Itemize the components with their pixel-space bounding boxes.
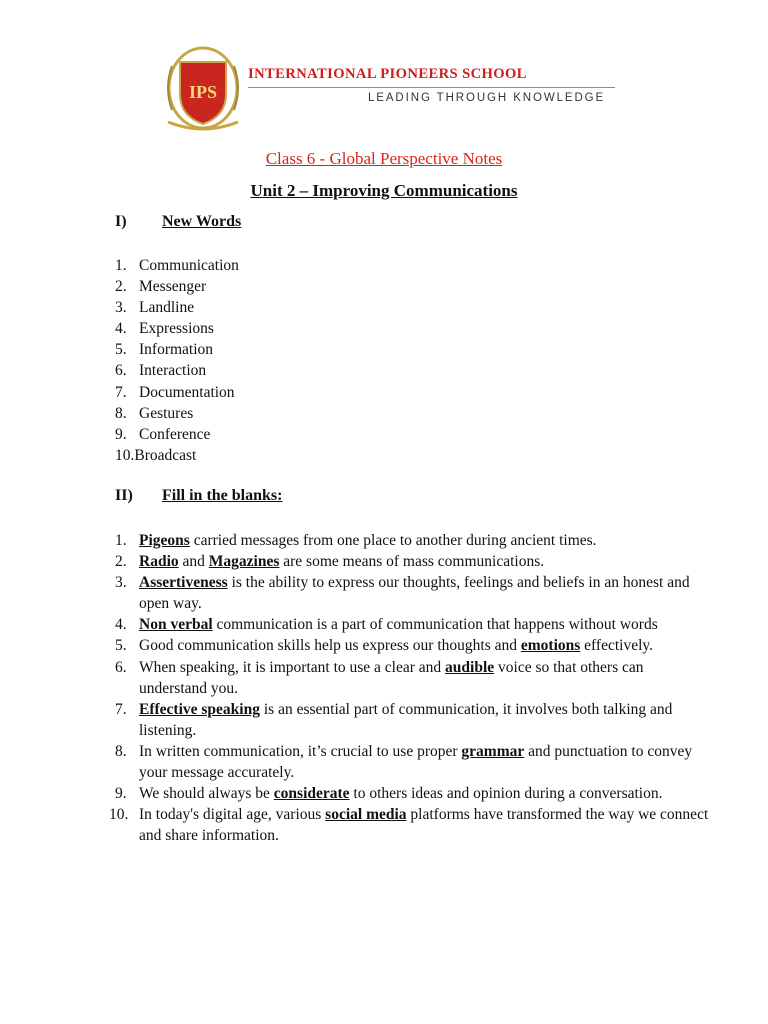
list-item [115,360,239,381]
item-text: are some means of mass communications. [279,553,545,571]
answer-word: emotions [520,637,581,655]
item-text: We should always be [139,785,274,803]
item-text: and [178,553,209,571]
item-number: 2. [115,553,127,571]
item-text: platforms have transformed the way we connect and share information. [139,806,709,845]
item-number: 1. [115,532,127,549]
list-item [115,255,239,276]
list-item [115,572,715,614]
item-number: 5. [115,637,127,655]
item-number: 2. [115,278,127,296]
item-number: 8. [115,404,127,422]
list-item [115,783,715,804]
fill-blanks-list [109,530,715,846]
section-number: I) [115,213,127,230]
section-number: II) [115,487,133,504]
list-item [115,530,715,551]
answer-word: Assertiveness [139,574,228,592]
answer-word: Magazines [208,553,280,571]
list-item [115,276,239,297]
item-number: 4. [115,320,127,338]
item-number: 3. [115,299,127,317]
item-text: communication is a part of communication that happens without words [212,616,658,634]
section-fill-blanks-heading [115,487,282,505]
item-text: Information [139,341,214,359]
item-text: Good communication skills help us express our thoughts and [139,637,521,655]
item-text: In written communication, it’s crucial to use proper [139,742,462,760]
new-words-list [115,255,239,466]
item-number: 8. [115,742,127,760]
item-number: 7. [115,383,127,401]
item-number: 6. [115,362,127,380]
item-text: carried messages from one place to another during ancient times. [189,532,597,549]
answer-word: Effective speaking [139,700,260,718]
item-text: Landline [139,299,195,317]
item-number: 9. [115,785,127,803]
item-number: 9. [115,425,127,443]
item-number: 5. [115,341,127,359]
list-item [115,318,239,339]
school-name: INTERNATIONAL PIONEERS SCHOOL [248,66,527,82]
item-text: Interaction [139,362,207,380]
item-number: 6. [115,658,127,676]
school-crest-logo [158,44,248,132]
crest-letters: IPS [188,82,218,102]
unit-heading: Unit 2 – Improving Communications [250,181,518,200]
school-tagline: LEADING THROUGH KNOWLEDGE [368,92,606,104]
item-text: voice so that others can understand you. [139,658,644,697]
page-header [0,0,768,140]
item-text: Expressions [139,320,214,338]
item-text: In today's digital age, various [139,806,326,824]
item-number: 1. [115,257,127,274]
list-item [109,804,715,846]
item-text: effectively. [580,637,654,655]
item-number: 10. [115,446,135,464]
answer-word: social media [325,806,407,824]
item-number: 3. [115,574,127,592]
answer-word: grammar [461,742,525,760]
page-title: Class 6 - Global Perspective Notes [265,149,503,168]
list-item [115,657,715,699]
section-label: New Words [162,213,242,230]
answer-word: considerate [273,785,350,803]
answer-word: Pigeons [139,532,190,549]
item-text: is an essential part of communication, it involves both talking and listening. [139,700,673,739]
item-text: Messenger [139,278,207,296]
answer-word: Radio [139,553,179,571]
item-text: is the ability to express our thoughts, feelings and beliefs in an honest and open way. [139,574,690,613]
list-item [115,403,239,424]
item-number: 7. [115,700,127,718]
item-text: Gestures [139,404,194,422]
item-text: When speaking, it is important to use a clear and [139,658,446,676]
list-item [115,445,239,466]
section-new-words-heading [115,213,241,231]
item-number: 10. [109,806,129,824]
item-text: to others ideas and opinion during a conversation. [349,785,663,803]
item-text: and punctuation to convey your message accurately. [139,742,693,782]
item-number: 4. [115,616,127,634]
list-item [115,614,715,635]
answer-word: audible [445,658,495,676]
item-text: Broadcast [134,446,197,464]
item-text: Documentation [139,383,235,401]
list-item [115,339,239,360]
list-item [115,551,715,572]
list-item [115,297,239,318]
list-item [115,382,239,403]
list-item [115,741,715,783]
item-text: Conference [139,425,211,443]
list-item [115,635,715,656]
answer-word: Non verbal [139,616,213,634]
list-item [115,424,239,445]
header-divider [248,87,615,88]
item-text: Communication [139,257,239,274]
list-item [115,699,715,741]
section-label: Fill in the blanks: [162,487,283,504]
